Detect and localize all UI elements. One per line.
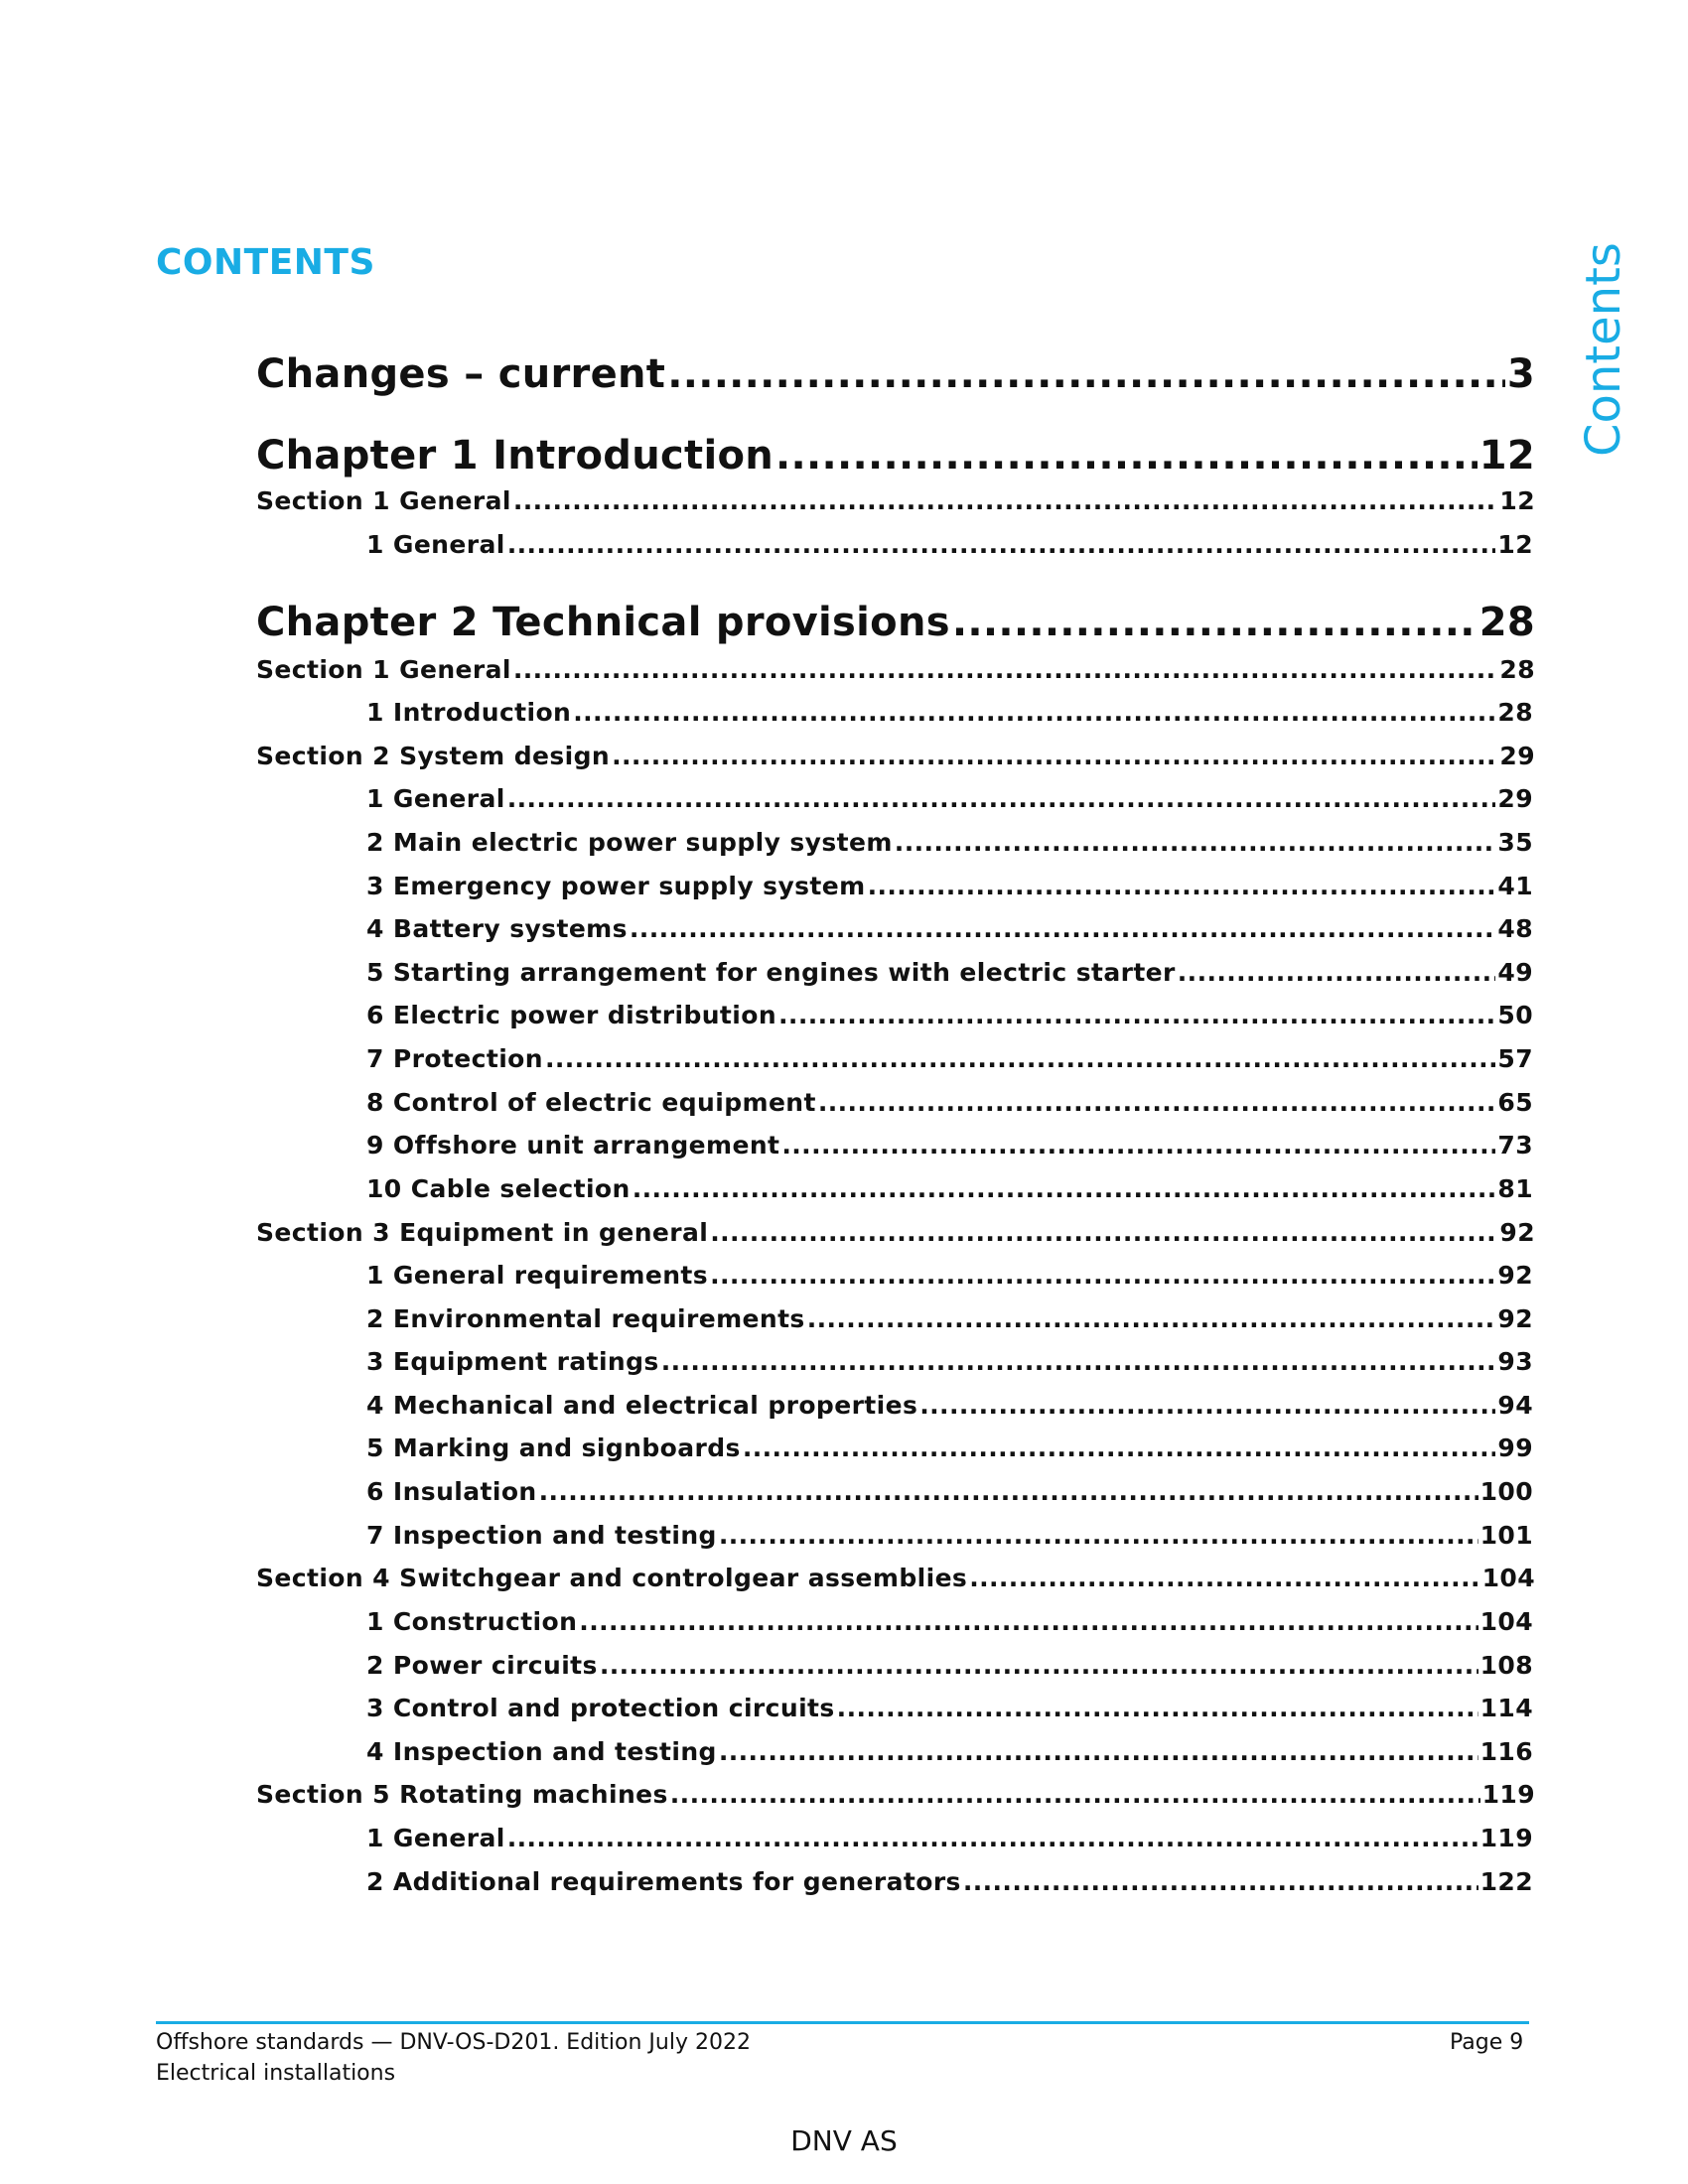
toc-dot-leader <box>507 784 1496 813</box>
toc-entry-page: 28 <box>1478 600 1535 645</box>
toc-subsection-entry[interactable] <box>366 1433 1533 1462</box>
toc-dot-leader <box>545 1044 1495 1073</box>
toc-chapter-entry[interactable] <box>256 351 1535 397</box>
toc-entry-title: 1 Construction <box>366 1607 578 1636</box>
toc-subsection-entry[interactable] <box>366 1694 1533 1722</box>
toc-subsection-entry[interactable] <box>366 1607 1533 1636</box>
toc-entry-title: Section 1 General <box>256 486 511 515</box>
toc-subsection-entry[interactable] <box>366 1867 1533 1896</box>
toc-subsection-entry[interactable] <box>366 1737 1533 1766</box>
toc-section-entry[interactable] <box>256 655 1535 684</box>
toc-section-entry[interactable] <box>256 1218 1535 1247</box>
toc-dot-leader <box>719 1521 1478 1550</box>
toc-subsection-entry[interactable] <box>366 1001 1533 1029</box>
toc-entry-title: 7 Inspection and testing <box>366 1521 717 1550</box>
toc-dot-leader <box>600 1651 1478 1680</box>
side-tab-label: Contents <box>1576 242 1631 457</box>
toc-dot-leader <box>513 486 1498 515</box>
toc-dot-leader <box>1178 958 1496 987</box>
toc-entry-title: 5 Marking and signboards <box>366 1433 741 1462</box>
toc-entry-page: 48 <box>1497 914 1533 943</box>
toc-entry-page: 100 <box>1479 1477 1533 1506</box>
toc-entry-title: 2 Environmental requirements <box>366 1304 805 1333</box>
toc-dot-leader <box>507 530 1496 559</box>
toc-entry-page: 28 <box>1499 655 1535 684</box>
contents-heading: CONTENTS <box>156 242 375 283</box>
footer-left <box>156 2027 751 2089</box>
toc-entry-title: Section 1 General <box>256 655 511 684</box>
toc-subsection-entry[interactable] <box>366 1477 1533 1506</box>
toc-entry-title: 3 Emergency power supply system <box>366 872 866 900</box>
toc-dot-leader <box>969 1564 1479 1592</box>
toc-dot-leader <box>919 1391 1495 1420</box>
toc-section-entry[interactable] <box>256 1564 1535 1592</box>
toc-subsection-entry[interactable] <box>366 1044 1533 1073</box>
toc-subsection-entry[interactable] <box>366 1088 1533 1117</box>
toc-subsection-entry[interactable] <box>366 1824 1533 1852</box>
toc-dot-leader <box>667 351 1505 397</box>
toc-entry-title: Changes – current <box>256 351 666 397</box>
toc-entry-title: 1 General requirements <box>366 1261 709 1290</box>
toc-entry-page: 119 <box>1479 1824 1533 1852</box>
toc-entry-page: 57 <box>1497 1044 1533 1073</box>
toc-entry-title: Chapter 2 Technical provisions <box>256 600 950 645</box>
toc-entry-page: 12 <box>1478 433 1535 478</box>
toc-entry-title: 1 General <box>366 784 505 813</box>
toc-chapter-entry[interactable] <box>256 433 1535 478</box>
toc-subsection-entry[interactable] <box>366 1174 1533 1203</box>
toc-subsection-entry[interactable] <box>366 872 1533 900</box>
toc-subsection-entry[interactable] <box>366 530 1533 559</box>
toc-subsection-entry[interactable] <box>366 1521 1533 1550</box>
toc-subsection-entry[interactable] <box>366 784 1533 813</box>
toc-entry-page: 114 <box>1479 1694 1533 1722</box>
toc-entry-title: 2 Main electric power supply system <box>366 828 893 857</box>
toc-dot-leader <box>661 1347 1496 1376</box>
toc-dot-leader <box>743 1433 1496 1462</box>
toc-entry-page: 12 <box>1497 530 1533 559</box>
toc-entry-page: 92 <box>1497 1304 1533 1333</box>
toc-entry-page: 12 <box>1499 486 1535 515</box>
toc-entry-title: Section 2 System design <box>256 742 611 770</box>
toc-subsection-entry[interactable] <box>366 828 1533 857</box>
toc-subsection-entry[interactable] <box>366 698 1533 727</box>
toc-subsection-entry[interactable] <box>366 914 1533 943</box>
toc-section-entry[interactable] <box>256 742 1535 770</box>
footer-divider <box>156 2021 1529 2024</box>
footer-page-number: Page 9 <box>1450 2030 1524 2055</box>
toc-dot-leader <box>612 742 1497 770</box>
toc-entry-page: 116 <box>1479 1737 1533 1766</box>
toc-entry-page: 104 <box>1481 1564 1535 1592</box>
toc-dot-leader <box>719 1737 1478 1766</box>
toc-subsection-entry[interactable] <box>366 1347 1533 1376</box>
toc-entry-title: 7 Protection <box>366 1044 543 1073</box>
toc-entry-page: 49 <box>1497 958 1533 987</box>
toc-dot-leader <box>868 872 1496 900</box>
toc-dot-leader <box>579 1607 1477 1636</box>
toc-entry-title: 1 Introduction <box>366 698 572 727</box>
toc-entry-title: 4 Inspection and testing <box>366 1737 717 1766</box>
toc-subsection-entry[interactable] <box>366 1391 1533 1420</box>
toc-dot-leader <box>710 1218 1497 1247</box>
toc-subsection-entry[interactable] <box>366 1304 1533 1333</box>
toc-entry-page: 119 <box>1481 1780 1535 1809</box>
toc-section-entry[interactable] <box>256 486 1535 515</box>
toc-entry-page: 99 <box>1497 1433 1533 1462</box>
toc-entry-page: 108 <box>1479 1651 1533 1680</box>
toc-entry-title: 6 Electric power distribution <box>366 1001 777 1029</box>
toc-entry-title: 6 Insulation <box>366 1477 537 1506</box>
toc-entry-page: 94 <box>1497 1391 1533 1420</box>
toc-entry-title: 1 General <box>366 530 505 559</box>
toc-section-entry[interactable] <box>256 1780 1535 1809</box>
toc-subsection-entry[interactable] <box>366 1261 1533 1290</box>
toc-dot-leader <box>670 1780 1480 1809</box>
toc-entry-page: 122 <box>1479 1867 1533 1896</box>
toc-entry-title: Section 5 Rotating machines <box>256 1780 668 1809</box>
toc-entry-page: 41 <box>1497 872 1533 900</box>
toc-entry-title: 3 Equipment ratings <box>366 1347 659 1376</box>
toc-dot-leader <box>837 1694 1478 1722</box>
toc-dot-leader <box>633 1174 1496 1203</box>
toc-entry-page: 29 <box>1497 784 1533 813</box>
toc-entry-title: 2 Power circuits <box>366 1651 598 1680</box>
toc-entry-title: 5 Starting arrangement for engines with electric starter <box>366 958 1176 987</box>
toc-entry-page: 93 <box>1497 1347 1533 1376</box>
toc-entry-page: 65 <box>1497 1088 1533 1117</box>
publisher-name: DNV AS <box>790 2124 898 2157</box>
toc-dot-leader <box>781 1131 1495 1160</box>
toc-entry-title: Section 3 Equipment in general <box>256 1218 709 1247</box>
toc-entry-page: 101 <box>1479 1521 1533 1550</box>
toc-entry-title: 9 Offshore unit arrangement <box>366 1131 780 1160</box>
toc-entry-page: 28 <box>1497 698 1533 727</box>
toc-entry-page: 29 <box>1499 742 1535 770</box>
toc-entry-page: 81 <box>1497 1174 1533 1203</box>
toc-dot-leader <box>573 698 1495 727</box>
toc-subsection-entry[interactable] <box>366 1651 1533 1680</box>
toc-entry-title: 3 Control and protection circuits <box>366 1694 835 1722</box>
toc-dot-leader <box>895 828 1496 857</box>
toc-entry-page: 92 <box>1499 1218 1535 1247</box>
toc-entry-title: Chapter 1 Introduction <box>256 433 774 478</box>
footer-subtitle: Electrical installations <box>156 2061 396 2086</box>
toc-entry-page: 3 <box>1506 351 1535 397</box>
toc-entry-page: 50 <box>1497 1001 1533 1029</box>
toc-entry-title: 1 General <box>366 1824 505 1852</box>
toc-entry-page: 73 <box>1497 1131 1533 1160</box>
toc-dot-leader <box>513 655 1498 684</box>
toc-dot-leader <box>818 1088 1496 1117</box>
footer-standard: Offshore standards — DNV-OS-D201. Edition July 2022 <box>156 2030 751 2055</box>
toc-entry-title: Section 4 Switchgear and controlgear assemblies <box>256 1564 968 1592</box>
toc-subsection-entry[interactable] <box>366 1131 1533 1160</box>
toc-dot-leader <box>507 1824 1478 1852</box>
toc-dot-leader <box>775 433 1477 478</box>
toc-entry-title: 4 Battery systems <box>366 914 628 943</box>
toc-dot-leader <box>807 1304 1496 1333</box>
toc-entry-title: 4 Mechanical and electrical properties <box>366 1391 918 1420</box>
toc-dot-leader <box>630 914 1496 943</box>
toc-dot-leader <box>952 600 1477 645</box>
toc-chapter-entry[interactable] <box>256 600 1535 645</box>
toc-dot-leader <box>778 1001 1495 1029</box>
toc-dot-leader <box>710 1261 1495 1290</box>
toc-entry-title: 2 Additional requirements for generators <box>366 1867 961 1896</box>
toc-entry-title: 8 Control of electric equipment <box>366 1088 816 1117</box>
toc-entry-title: 10 Cable selection <box>366 1174 631 1203</box>
toc-entry-page: 35 <box>1497 828 1533 857</box>
toc-entry-page: 104 <box>1479 1607 1533 1636</box>
toc-dot-leader <box>963 1867 1478 1896</box>
toc-dot-leader <box>539 1477 1478 1506</box>
toc-subsection-entry[interactable] <box>366 958 1533 987</box>
toc-entry-page: 92 <box>1497 1261 1533 1290</box>
